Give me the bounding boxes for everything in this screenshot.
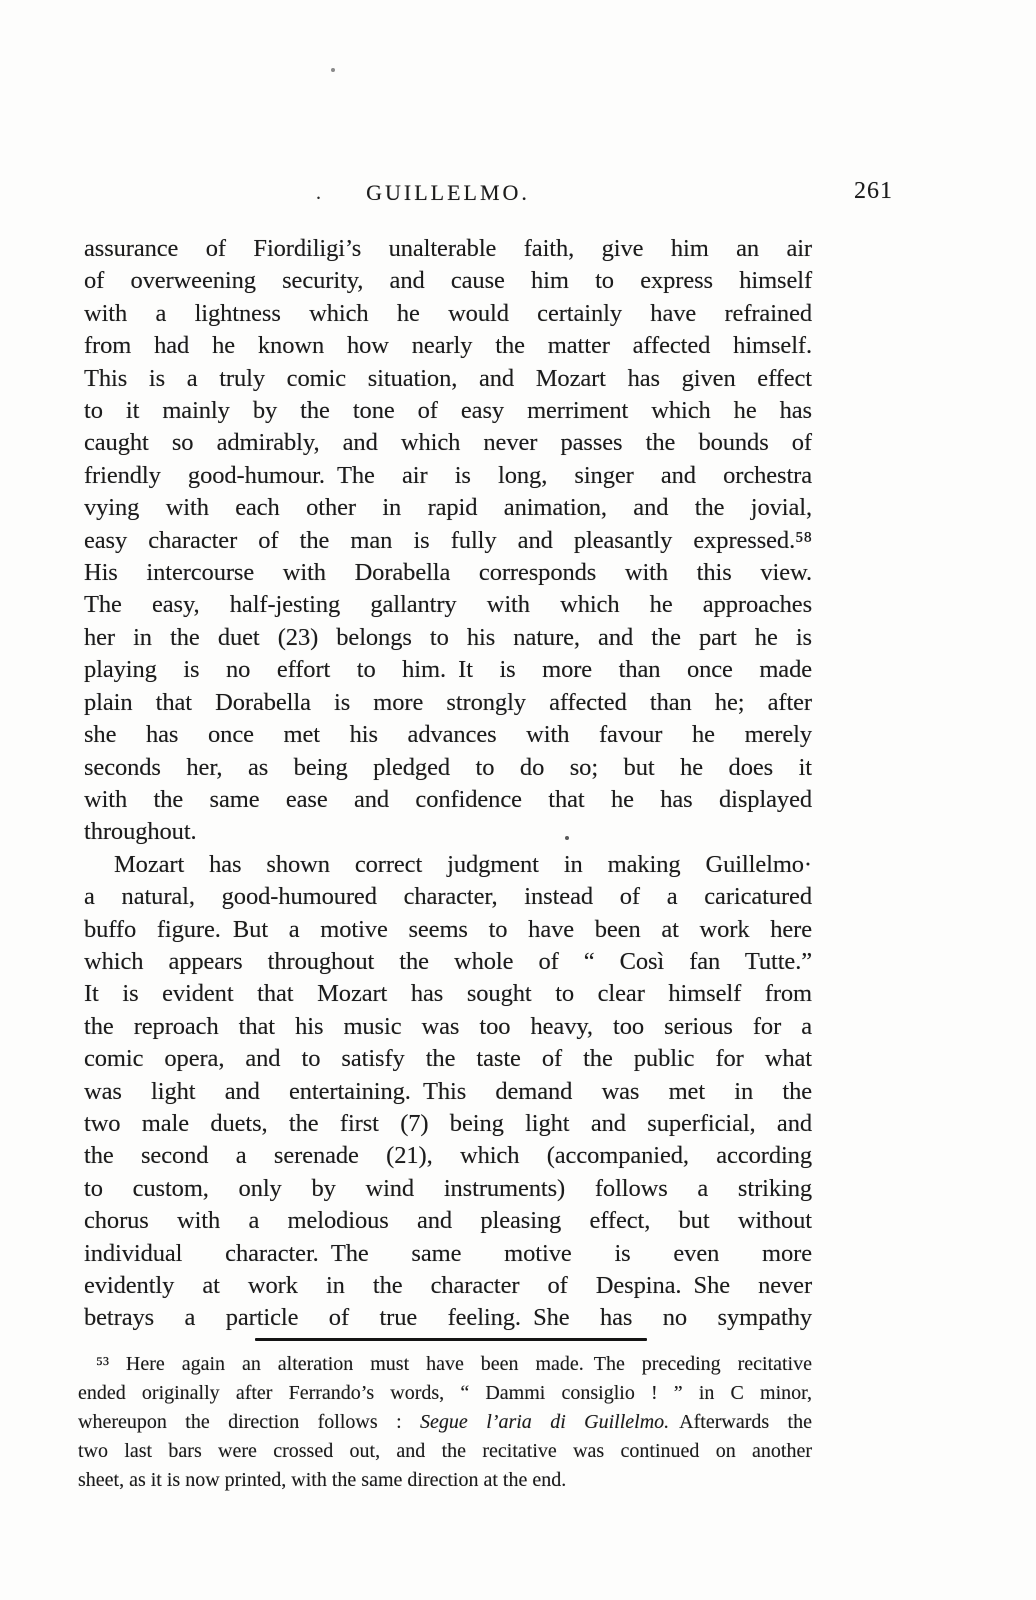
body-line: the second a serenade (21), which (accompanied, according xyxy=(84,1142,812,1170)
body-line: It is evident that Mozart has sought to clear himself from xyxy=(84,980,812,1008)
body-line-paragraph-end: throughout. xyxy=(84,818,197,846)
body-line: which appears throughout the whole of “ Così fan Tutte.” xyxy=(84,947,812,975)
body-line: chorus with a melodious and pleasing effect, but without xyxy=(84,1207,812,1235)
body-line: was light and entertaining. This demand was met in the xyxy=(84,1077,812,1105)
header-stray-period: . xyxy=(316,182,321,204)
body-line: betrays a particle of true feeling. She has no sympathy xyxy=(84,1304,812,1332)
body-line: a natural, good-humoured character, instead of a caricatured xyxy=(84,883,812,911)
body-line: plain that Dorabella is more strongly affected than he; after xyxy=(84,688,812,716)
body-line: her in the duet (23) belongs to his nature, and the part he is xyxy=(84,623,812,651)
footnote-line-text: whereupon the direction follows : xyxy=(78,1411,421,1433)
body-line: the reproach that his music was too heavy, too serious for a xyxy=(84,1012,812,1040)
body-line: to custom, only by wind instruments) follows a striking xyxy=(84,1174,812,1202)
body-line: two male duets, the first (7) being light and superficial, and xyxy=(84,1109,812,1137)
footnote-stage-direction-italic: Segue l’aria di Guillelmo. xyxy=(420,1411,670,1433)
page-header xyxy=(84,180,812,210)
body-line: from had he known how nearly the matter affected himself. xyxy=(84,332,812,360)
footnote-line-text: Afterwards the xyxy=(669,1411,812,1433)
body-line: His intercourse with Dorabella corresponds with this view. xyxy=(84,559,812,587)
body-line: to it mainly by the tone of easy merriment which he has xyxy=(84,397,812,425)
scan-speck xyxy=(331,68,335,72)
body-line-paragraph-start: Mozart has shown correct judgment in making Guillelmo· xyxy=(114,850,812,878)
footnote-separator-rule xyxy=(255,1338,647,1341)
body-line: vying with each other in rapid animation, and the jovial, xyxy=(84,494,812,522)
footnote xyxy=(78,1350,812,1495)
body-line: easy character of the man is fully and pleasantly expressed.⁵⁸ xyxy=(84,526,812,554)
footnote-line: ended originally after Ferrando’s words, “ Dammi consiglio ! ” in C minor, xyxy=(78,1382,812,1404)
body-line: of overweening security, and cause him to express himself xyxy=(84,267,812,295)
body-line: buffo figure. But a motive seems to have been at work here xyxy=(84,915,812,943)
body-line: playing is no effort to him. It is more than once made xyxy=(84,656,812,684)
footnote-line: sheet, as it is now printed, with the same direction at the end. xyxy=(78,1469,567,1491)
footnote-line: two last bars were crossed out, and the recitative was continued on another xyxy=(78,1440,812,1462)
body-line: The easy, half-jesting gallantry with which he approaches xyxy=(84,591,812,619)
running-title: GUILLELMO. xyxy=(366,180,530,205)
body-text xyxy=(84,233,812,1335)
footnote-line xyxy=(78,1408,812,1437)
body-line: with the same ease and confidence that he has displayed xyxy=(84,785,812,813)
page-number: 261 xyxy=(854,178,893,204)
body-line: This is a truly comic situation, and Mozart has given effect xyxy=(84,364,812,392)
body-line: comic opera, and to satisfy the taste of the public for what xyxy=(84,1045,812,1073)
body-line: friendly good-humour. The air is long, singer and orchestra xyxy=(84,461,812,489)
body-line: assurance of Fiordiligi’s unalterable faith, give him an air xyxy=(84,235,812,262)
body-line: caught so admirably, and which never passes the bounds of xyxy=(84,429,812,457)
footnote-line: ⁵³ Here again an alteration must have been made. The preceding recitative xyxy=(96,1353,812,1375)
body-line: evidently at work in the character of Despina. She never xyxy=(84,1272,812,1299)
body-line: seconds her, as being pledged to do so; but he does it xyxy=(84,753,812,781)
body-line: individual character. The same motive is even more xyxy=(84,1239,812,1267)
body-line: she has once met his advances with favour he merely xyxy=(84,721,812,749)
body-line: with a lightness which he would certainly have refrained xyxy=(84,299,812,327)
